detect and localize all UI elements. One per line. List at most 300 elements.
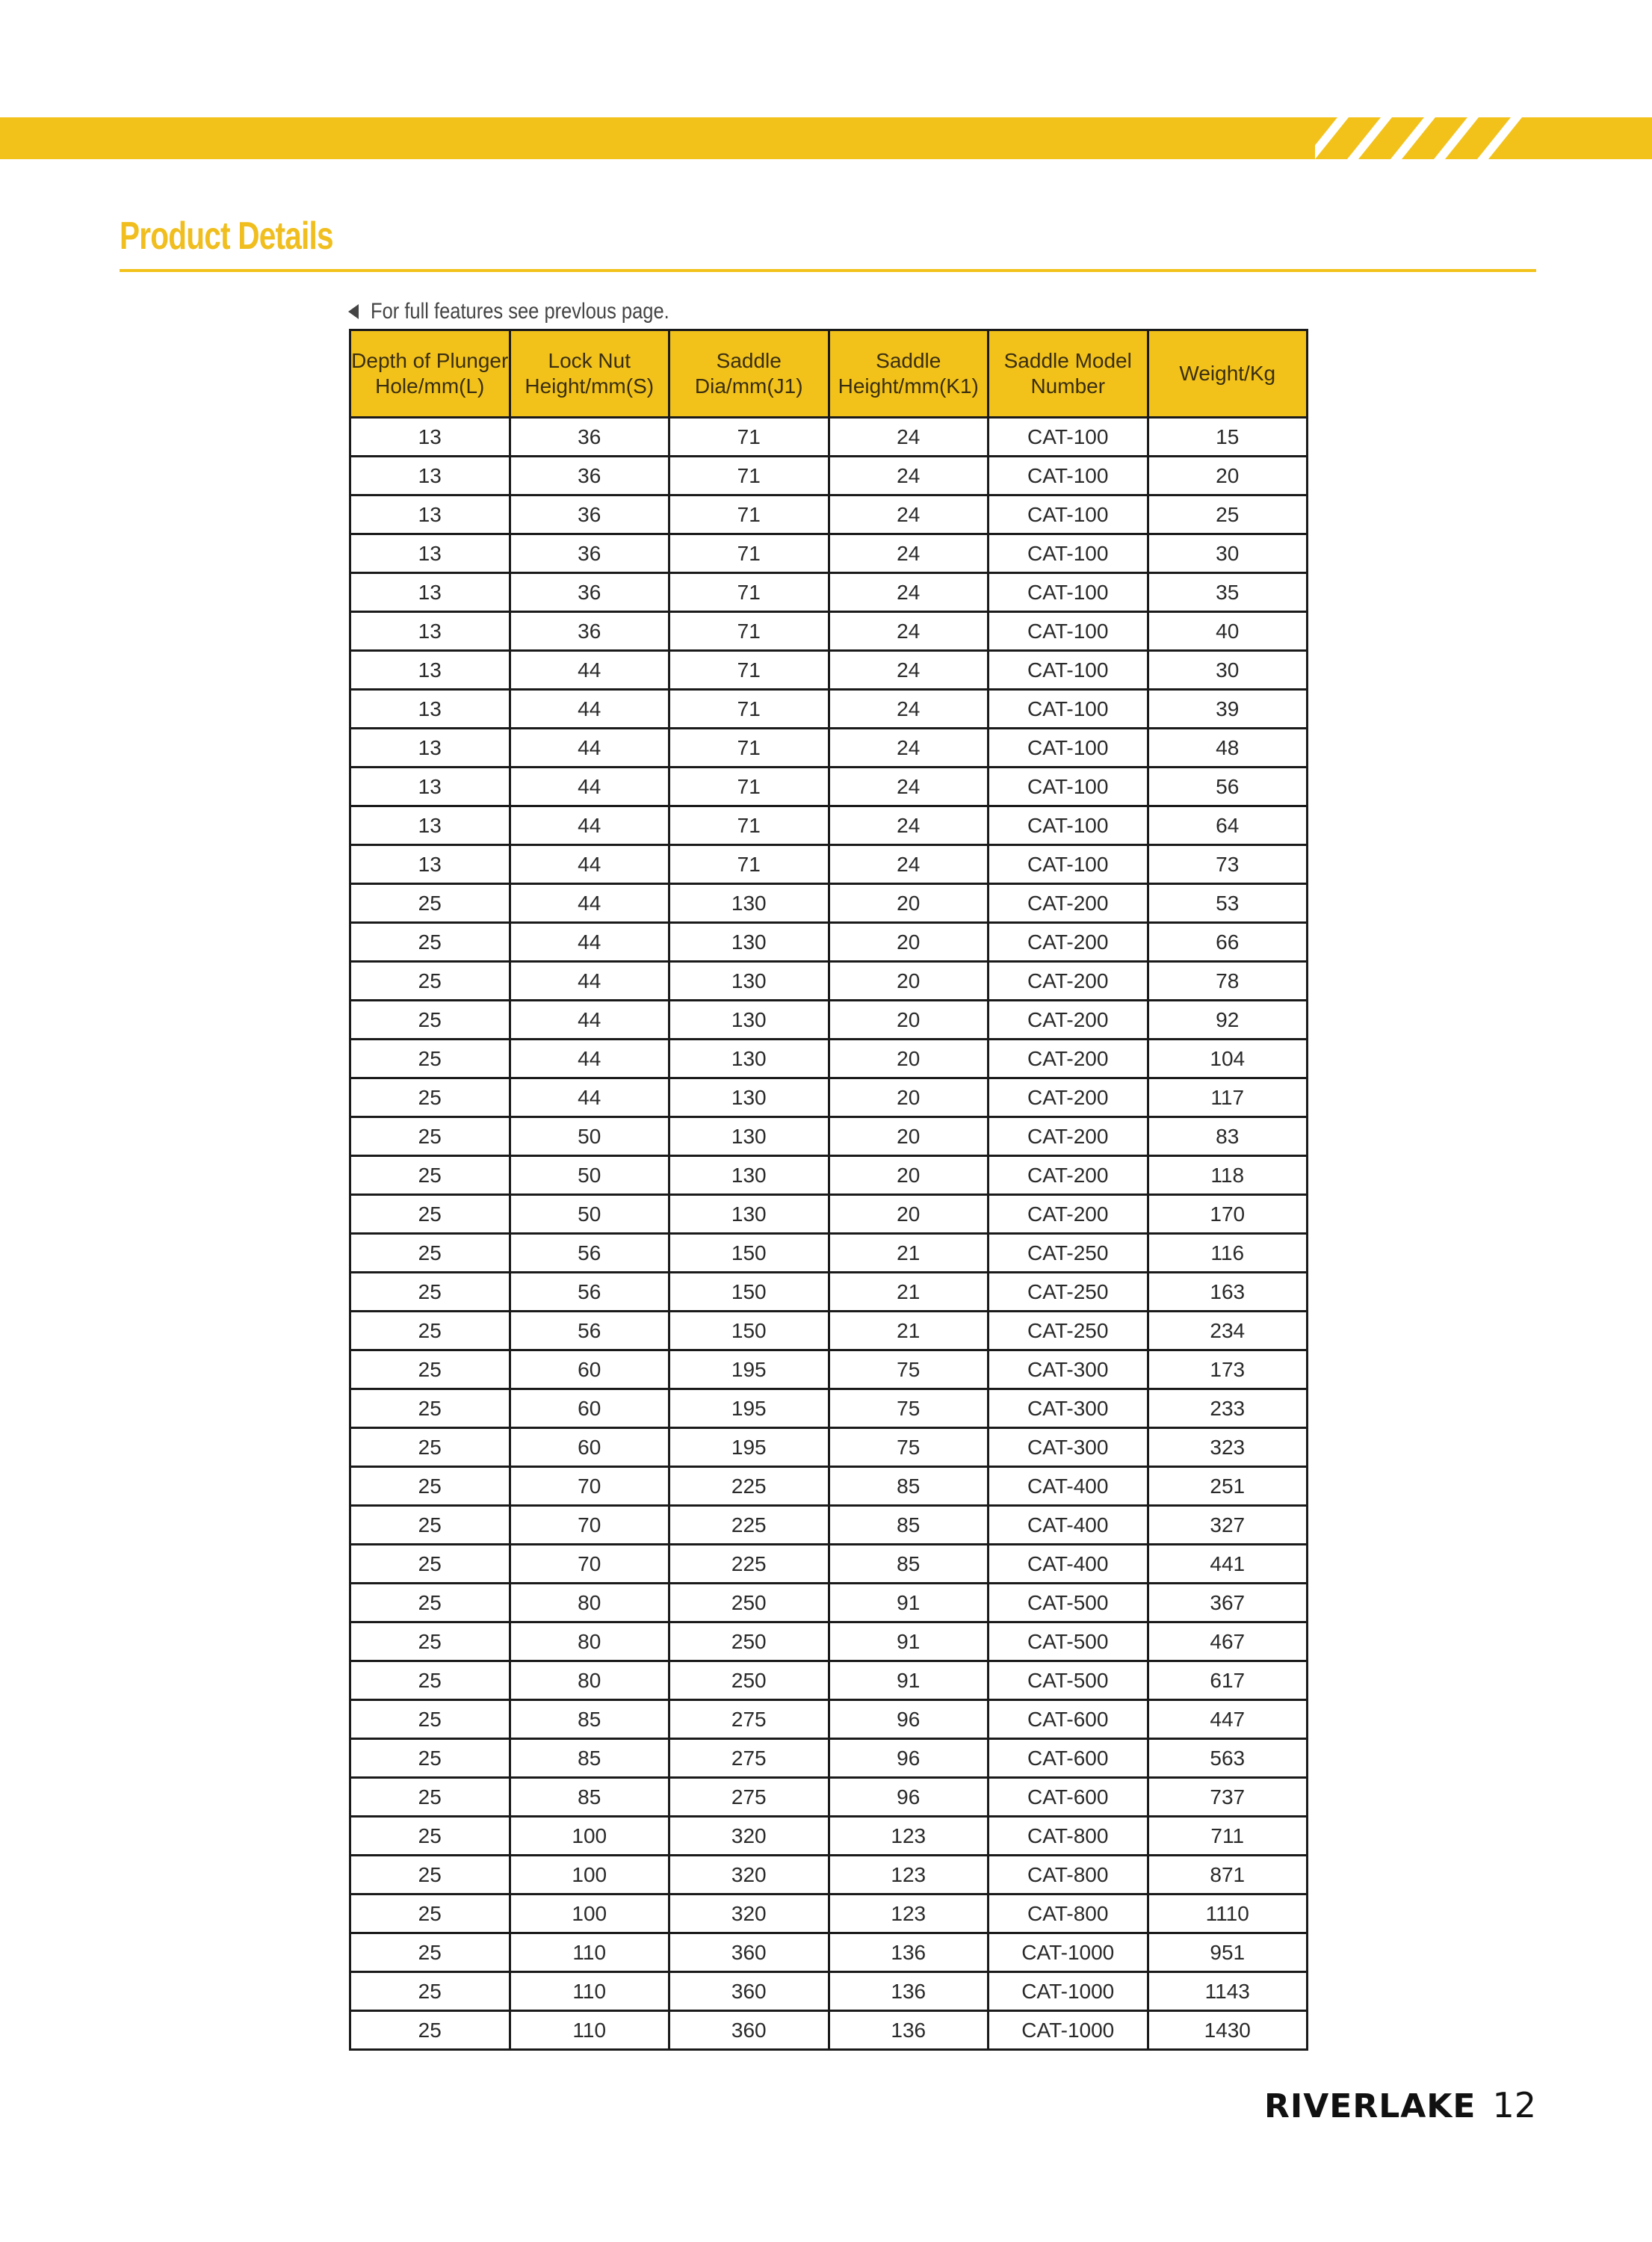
cell-saddle-height: 85 <box>829 1545 989 1584</box>
table-row <box>350 1661 1308 1700</box>
cell-weight: 617 <box>1148 1661 1308 1700</box>
cell-lock-nut-height: 110 <box>510 2011 669 2050</box>
cell-saddle-dia: 225 <box>669 1467 829 1506</box>
table-row <box>350 457 1308 495</box>
cell-depth: 13 <box>350 457 510 495</box>
left-triangle-icon <box>348 304 359 319</box>
cell-saddle-height: 75 <box>829 1350 989 1389</box>
cell-weight: 39 <box>1148 690 1308 729</box>
cell-weight: 327 <box>1148 1506 1308 1545</box>
cell-saddle-dia: 71 <box>669 845 829 884</box>
cell-saddle-height: 24 <box>829 418 989 457</box>
table-row <box>350 1933 1308 1972</box>
banner-stripes <box>0 117 1652 159</box>
cell-saddle-model: CAT-300 <box>989 1428 1148 1467</box>
cell-saddle-model: CAT-800 <box>989 1856 1148 1894</box>
cell-lock-nut-height: 44 <box>510 884 669 923</box>
cell-lock-nut-height: 110 <box>510 1933 669 1972</box>
cell-saddle-dia: 130 <box>669 923 829 962</box>
cell-saddle-dia: 250 <box>669 1661 829 1700</box>
table-row <box>350 1817 1308 1856</box>
cell-saddle-height: 136 <box>829 1933 989 1972</box>
table-row <box>350 1389 1308 1428</box>
cell-saddle-model: CAT-1000 <box>989 1933 1148 1972</box>
cell-weight: 92 <box>1148 1001 1308 1040</box>
brand-logo: RIVERLAKE <box>1263 2087 1476 2125</box>
table-row <box>350 1467 1308 1506</box>
cell-saddle-model: CAT-400 <box>989 1545 1148 1584</box>
cell-lock-nut-height: 44 <box>510 806 669 845</box>
cell-lock-nut-height: 85 <box>510 1778 669 1817</box>
cell-lock-nut-height: 80 <box>510 1661 669 1700</box>
cell-saddle-model: CAT-500 <box>989 1622 1148 1661</box>
cell-depth: 25 <box>350 1428 510 1467</box>
cell-saddle-height: 24 <box>829 573 989 612</box>
cell-weight: 78 <box>1148 962 1308 1001</box>
cell-saddle-model: CAT-100 <box>989 534 1148 573</box>
cell-depth: 13 <box>350 418 510 457</box>
cell-lock-nut-height: 85 <box>510 1739 669 1778</box>
table-row <box>350 806 1308 845</box>
table-row <box>350 1195 1308 1234</box>
cell-lock-nut-height: 44 <box>510 1040 669 1078</box>
cell-depth: 25 <box>350 1972 510 2011</box>
cell-weight: 737 <box>1148 1778 1308 1817</box>
cell-saddle-height: 24 <box>829 806 989 845</box>
cell-lock-nut-height: 56 <box>510 1234 669 1273</box>
cell-depth: 13 <box>350 768 510 806</box>
top-banner <box>0 117 1652 159</box>
cell-weight: 1143 <box>1148 1972 1308 2011</box>
table-row <box>350 1739 1308 1778</box>
table-row <box>350 1700 1308 1739</box>
cell-weight: 25 <box>1148 495 1308 534</box>
cell-weight: 323 <box>1148 1428 1308 1467</box>
cell-weight: 163 <box>1148 1273 1308 1312</box>
cell-weight: 66 <box>1148 923 1308 962</box>
table-row <box>350 845 1308 884</box>
cell-saddle-dia: 71 <box>669 690 829 729</box>
cell-lock-nut-height: 50 <box>510 1195 669 1234</box>
cell-lock-nut-height: 100 <box>510 1894 669 1933</box>
cell-lock-nut-height: 44 <box>510 729 669 768</box>
product-spec-table <box>349 329 1308 2051</box>
cell-depth: 13 <box>350 845 510 884</box>
cell-depth: 25 <box>350 1001 510 1040</box>
cell-saddle-height: 21 <box>829 1312 989 1350</box>
cell-saddle-model: CAT-200 <box>989 884 1148 923</box>
cell-depth: 25 <box>350 1195 510 1234</box>
cell-weight: 1110 <box>1148 1894 1308 1933</box>
table-row <box>350 962 1308 1001</box>
cell-depth: 25 <box>350 1700 510 1739</box>
cell-weight: 467 <box>1148 1622 1308 1661</box>
cell-saddle-height: 20 <box>829 1078 989 1117</box>
cell-saddle-height: 75 <box>829 1428 989 1467</box>
table-row <box>350 884 1308 923</box>
cell-lock-nut-height: 56 <box>510 1312 669 1350</box>
cell-saddle-model: CAT-100 <box>989 612 1148 651</box>
cell-depth: 25 <box>350 1467 510 1506</box>
cell-weight: 1430 <box>1148 2011 1308 2050</box>
cell-saddle-height: 136 <box>829 2011 989 2050</box>
cell-saddle-model: CAT-300 <box>989 1389 1148 1428</box>
cell-depth: 25 <box>350 1817 510 1856</box>
cell-saddle-model: CAT-400 <box>989 1506 1148 1545</box>
cell-weight: 53 <box>1148 884 1308 923</box>
cell-lock-nut-height: 80 <box>510 1584 669 1622</box>
cell-weight: 118 <box>1148 1156 1308 1195</box>
cell-saddle-dia: 360 <box>669 2011 829 2050</box>
table-row <box>350 1040 1308 1078</box>
table-row <box>350 1117 1308 1156</box>
cell-saddle-height: 123 <box>829 1856 989 1894</box>
table-row <box>350 768 1308 806</box>
table-row <box>350 1156 1308 1195</box>
cell-saddle-height: 20 <box>829 1156 989 1195</box>
cell-saddle-model: CAT-100 <box>989 651 1148 690</box>
cell-saddle-dia: 130 <box>669 1117 829 1156</box>
cell-saddle-height: 91 <box>829 1584 989 1622</box>
cell-saddle-height: 96 <box>829 1700 989 1739</box>
cell-weight: 56 <box>1148 768 1308 806</box>
cell-depth: 13 <box>350 534 510 573</box>
cell-depth: 25 <box>350 2011 510 2050</box>
cell-weight: 30 <box>1148 534 1308 573</box>
cell-lock-nut-height: 50 <box>510 1156 669 1195</box>
previous-page-note <box>348 299 722 324</box>
cell-saddle-model: CAT-600 <box>989 1739 1148 1778</box>
cell-lock-nut-height: 100 <box>510 1817 669 1856</box>
table-row <box>350 418 1308 457</box>
table-row <box>350 1312 1308 1350</box>
cell-lock-nut-height: 44 <box>510 768 669 806</box>
cell-depth: 25 <box>350 1661 510 1700</box>
cell-lock-nut-height: 36 <box>510 534 669 573</box>
cell-depth: 25 <box>350 1622 510 1661</box>
cell-saddle-dia: 320 <box>669 1817 829 1856</box>
cell-saddle-model: CAT-100 <box>989 495 1148 534</box>
cell-saddle-model: CAT-100 <box>989 418 1148 457</box>
title-underline <box>120 269 1536 272</box>
cell-weight: 35 <box>1148 573 1308 612</box>
header-depth: Depth of Plunger Hole/mm(L) <box>350 330 510 418</box>
cell-saddle-dia: 250 <box>669 1584 829 1622</box>
cell-saddle-model: CAT-600 <box>989 1778 1148 1817</box>
cell-depth: 25 <box>350 1778 510 1817</box>
table-row <box>350 1545 1308 1584</box>
cell-saddle-dia: 71 <box>669 418 829 457</box>
cell-lock-nut-height: 44 <box>510 845 669 884</box>
cell-saddle-dia: 195 <box>669 1389 829 1428</box>
cell-weight: 251 <box>1148 1467 1308 1506</box>
header-saddle-model: Saddle Model Number <box>989 330 1148 418</box>
header-saddle-height: Saddle Height/mm(K1) <box>829 330 989 418</box>
cell-lock-nut-height: 80 <box>510 1622 669 1661</box>
cell-weight: 711 <box>1148 1817 1308 1856</box>
cell-saddle-model: CAT-100 <box>989 690 1148 729</box>
cell-depth: 13 <box>350 729 510 768</box>
table-row <box>350 690 1308 729</box>
cell-depth: 25 <box>350 1273 510 1312</box>
cell-saddle-dia: 225 <box>669 1506 829 1545</box>
table-header-row <box>350 330 1308 418</box>
cell-saddle-model: CAT-800 <box>989 1894 1148 1933</box>
cell-saddle-dia: 71 <box>669 457 829 495</box>
cell-saddle-model: CAT-200 <box>989 1156 1148 1195</box>
cell-depth: 25 <box>350 1078 510 1117</box>
cell-saddle-height: 123 <box>829 1817 989 1856</box>
cell-saddle-model: CAT-500 <box>989 1584 1148 1622</box>
cell-depth: 25 <box>350 1584 510 1622</box>
table-row <box>350 2011 1308 2050</box>
cell-saddle-model: CAT-200 <box>989 923 1148 962</box>
cell-weight: 116 <box>1148 1234 1308 1273</box>
table-row <box>350 1078 1308 1117</box>
cell-saddle-dia: 130 <box>669 884 829 923</box>
table-row <box>350 1894 1308 1933</box>
cell-saddle-height: 21 <box>829 1273 989 1312</box>
cell-saddle-height: 21 <box>829 1234 989 1273</box>
cell-saddle-model: CAT-200 <box>989 1117 1148 1156</box>
cell-saddle-height: 85 <box>829 1506 989 1545</box>
cell-saddle-dia: 320 <box>669 1856 829 1894</box>
cell-saddle-model: CAT-1000 <box>989 1972 1148 2011</box>
cell-saddle-height: 123 <box>829 1894 989 1933</box>
cell-weight: 234 <box>1148 1312 1308 1350</box>
cell-saddle-model: CAT-200 <box>989 1078 1148 1117</box>
cell-saddle-dia: 71 <box>669 651 829 690</box>
cell-saddle-height: 20 <box>829 1195 989 1234</box>
cell-lock-nut-height: 36 <box>510 573 669 612</box>
cell-saddle-height: 20 <box>829 884 989 923</box>
cell-depth: 25 <box>350 884 510 923</box>
cell-saddle-dia: 130 <box>669 962 829 1001</box>
cell-weight: 173 <box>1148 1350 1308 1389</box>
table-row <box>350 534 1308 573</box>
cell-saddle-dia: 71 <box>669 806 829 845</box>
cell-saddle-dia: 150 <box>669 1273 829 1312</box>
page-number: 12 <box>1492 2085 1536 2125</box>
cell-depth: 13 <box>350 806 510 845</box>
table-row <box>350 1584 1308 1622</box>
cell-saddle-height: 96 <box>829 1739 989 1778</box>
cell-depth: 25 <box>350 1040 510 1078</box>
cell-saddle-model: CAT-300 <box>989 1350 1148 1389</box>
cell-saddle-model: CAT-100 <box>989 845 1148 884</box>
cell-saddle-dia: 275 <box>669 1700 829 1739</box>
cell-weight: 563 <box>1148 1739 1308 1778</box>
cell-depth: 25 <box>350 1894 510 1933</box>
cell-saddle-model: CAT-200 <box>989 1040 1148 1078</box>
cell-saddle-height: 20 <box>829 1001 989 1040</box>
table-row <box>350 612 1308 651</box>
cell-weight: 73 <box>1148 845 1308 884</box>
header-lock-nut-height: Lock Nut Height/mm(S) <box>510 330 669 418</box>
cell-weight: 447 <box>1148 1700 1308 1739</box>
table-row <box>350 1273 1308 1312</box>
cell-lock-nut-height: 36 <box>510 457 669 495</box>
cell-saddle-dia: 250 <box>669 1622 829 1661</box>
cell-depth: 25 <box>350 923 510 962</box>
cell-saddle-model: CAT-100 <box>989 806 1148 845</box>
cell-saddle-model: CAT-400 <box>989 1467 1148 1506</box>
cell-lock-nut-height: 100 <box>510 1856 669 1894</box>
cell-saddle-dia: 130 <box>669 1040 829 1078</box>
cell-depth: 25 <box>350 962 510 1001</box>
cell-saddle-dia: 130 <box>669 1078 829 1117</box>
cell-depth: 25 <box>350 1234 510 1273</box>
cell-depth: 25 <box>350 1117 510 1156</box>
cell-saddle-dia: 130 <box>669 1001 829 1040</box>
table-row <box>350 1350 1308 1389</box>
cell-lock-nut-height: 60 <box>510 1428 669 1467</box>
cell-weight: 15 <box>1148 418 1308 457</box>
cell-lock-nut-height: 44 <box>510 962 669 1001</box>
cell-saddle-model: CAT-600 <box>989 1700 1148 1739</box>
cell-saddle-height: 24 <box>829 729 989 768</box>
cell-saddle-dia: 275 <box>669 1778 829 1817</box>
table-row <box>350 1506 1308 1545</box>
cell-saddle-height: 20 <box>829 1040 989 1078</box>
cell-weight: 441 <box>1148 1545 1308 1584</box>
cell-saddle-model: CAT-1000 <box>989 2011 1148 2050</box>
cell-saddle-dia: 360 <box>669 1933 829 1972</box>
cell-lock-nut-height: 36 <box>510 418 669 457</box>
cell-lock-nut-height: 60 <box>510 1389 669 1428</box>
cell-lock-nut-height: 44 <box>510 651 669 690</box>
cell-weight: 20 <box>1148 457 1308 495</box>
cell-saddle-height: 24 <box>829 495 989 534</box>
cell-depth: 13 <box>350 573 510 612</box>
cell-depth: 25 <box>350 1739 510 1778</box>
cell-saddle-model: CAT-250 <box>989 1273 1148 1312</box>
cell-depth: 13 <box>350 495 510 534</box>
note-text: For full features see prevlous page. <box>371 299 669 324</box>
cell-weight: 871 <box>1148 1856 1308 1894</box>
cell-depth: 25 <box>350 1545 510 1584</box>
table-row <box>350 729 1308 768</box>
table-row <box>350 651 1308 690</box>
table-row <box>350 1778 1308 1817</box>
cell-weight: 233 <box>1148 1389 1308 1428</box>
cell-saddle-dia: 195 <box>669 1428 829 1467</box>
table-row <box>350 1234 1308 1273</box>
cell-saddle-height: 24 <box>829 651 989 690</box>
cell-saddle-height: 24 <box>829 612 989 651</box>
footer <box>1264 2085 1536 2125</box>
cell-saddle-height: 96 <box>829 1778 989 1817</box>
cell-saddle-model: CAT-100 <box>989 768 1148 806</box>
cell-saddle-height: 24 <box>829 690 989 729</box>
banner-bar <box>0 117 1315 159</box>
cell-lock-nut-height: 85 <box>510 1700 669 1739</box>
cell-lock-nut-height: 36 <box>510 612 669 651</box>
cell-saddle-model: CAT-200 <box>989 1195 1148 1234</box>
cell-weight: 83 <box>1148 1117 1308 1156</box>
cell-lock-nut-height: 44 <box>510 1001 669 1040</box>
cell-depth: 13 <box>350 690 510 729</box>
cell-saddle-model: CAT-100 <box>989 729 1148 768</box>
table-body <box>350 418 1308 2050</box>
cell-lock-nut-height: 60 <box>510 1350 669 1389</box>
cell-saddle-height: 24 <box>829 457 989 495</box>
cell-saddle-model: CAT-100 <box>989 573 1148 612</box>
table-row <box>350 1622 1308 1661</box>
cell-saddle-height: 85 <box>829 1467 989 1506</box>
cell-lock-nut-height: 44 <box>510 923 669 962</box>
cell-saddle-dia: 71 <box>669 768 829 806</box>
cell-saddle-height: 75 <box>829 1389 989 1428</box>
cell-saddle-model: CAT-200 <box>989 1001 1148 1040</box>
cell-saddle-model: CAT-250 <box>989 1234 1148 1273</box>
cell-saddle-model: CAT-500 <box>989 1661 1148 1700</box>
cell-saddle-dia: 225 <box>669 1545 829 1584</box>
cell-weight: 951 <box>1148 1933 1308 1972</box>
header-weight: Weight/Kg <box>1148 330 1308 418</box>
cell-depth: 13 <box>350 612 510 651</box>
cell-depth: 25 <box>350 1933 510 1972</box>
cell-depth: 25 <box>350 1350 510 1389</box>
cell-depth: 13 <box>350 651 510 690</box>
cell-saddle-dia: 360 <box>669 1972 829 2011</box>
cell-saddle-dia: 150 <box>669 1234 829 1273</box>
header-saddle-dia: Saddle Dia/mm(J1) <box>669 330 829 418</box>
cell-lock-nut-height: 70 <box>510 1545 669 1584</box>
cell-saddle-height: 24 <box>829 845 989 884</box>
cell-saddle-height: 91 <box>829 1661 989 1700</box>
cell-saddle-dia: 71 <box>669 612 829 651</box>
cell-saddle-height: 20 <box>829 923 989 962</box>
cell-lock-nut-height: 110 <box>510 1972 669 2011</box>
cell-weight: 30 <box>1148 651 1308 690</box>
cell-depth: 25 <box>350 1389 510 1428</box>
cell-saddle-dia: 150 <box>669 1312 829 1350</box>
table-row <box>350 1001 1308 1040</box>
cell-lock-nut-height: 56 <box>510 1273 669 1312</box>
cell-saddle-height: 20 <box>829 962 989 1001</box>
cell-depth: 25 <box>350 1506 510 1545</box>
cell-weight: 64 <box>1148 806 1308 845</box>
cell-saddle-height: 24 <box>829 768 989 806</box>
cell-lock-nut-height: 70 <box>510 1506 669 1545</box>
cell-depth: 25 <box>350 1312 510 1350</box>
cell-saddle-dia: 71 <box>669 495 829 534</box>
table-row <box>350 923 1308 962</box>
cell-weight: 104 <box>1148 1040 1308 1078</box>
cell-lock-nut-height: 70 <box>510 1467 669 1506</box>
cell-saddle-dia: 320 <box>669 1894 829 1933</box>
cell-weight: 367 <box>1148 1584 1308 1622</box>
cell-saddle-dia: 275 <box>669 1739 829 1778</box>
cell-saddle-dia: 71 <box>669 534 829 573</box>
cell-saddle-height: 20 <box>829 1117 989 1156</box>
cell-saddle-dia: 130 <box>669 1156 829 1195</box>
cell-saddle-model: CAT-200 <box>989 962 1148 1001</box>
cell-weight: 170 <box>1148 1195 1308 1234</box>
cell-depth: 25 <box>350 1156 510 1195</box>
cell-saddle-height: 91 <box>829 1622 989 1661</box>
page-title: Product Details <box>120 214 333 258</box>
cell-saddle-dia: 71 <box>669 729 829 768</box>
cell-saddle-dia: 130 <box>669 1195 829 1234</box>
cell-saddle-dia: 71 <box>669 573 829 612</box>
cell-lock-nut-height: 50 <box>510 1117 669 1156</box>
cell-saddle-model: CAT-800 <box>989 1817 1148 1856</box>
table-row <box>350 1428 1308 1467</box>
banner-bar-end <box>1488 117 1652 159</box>
table-row <box>350 1972 1308 2011</box>
